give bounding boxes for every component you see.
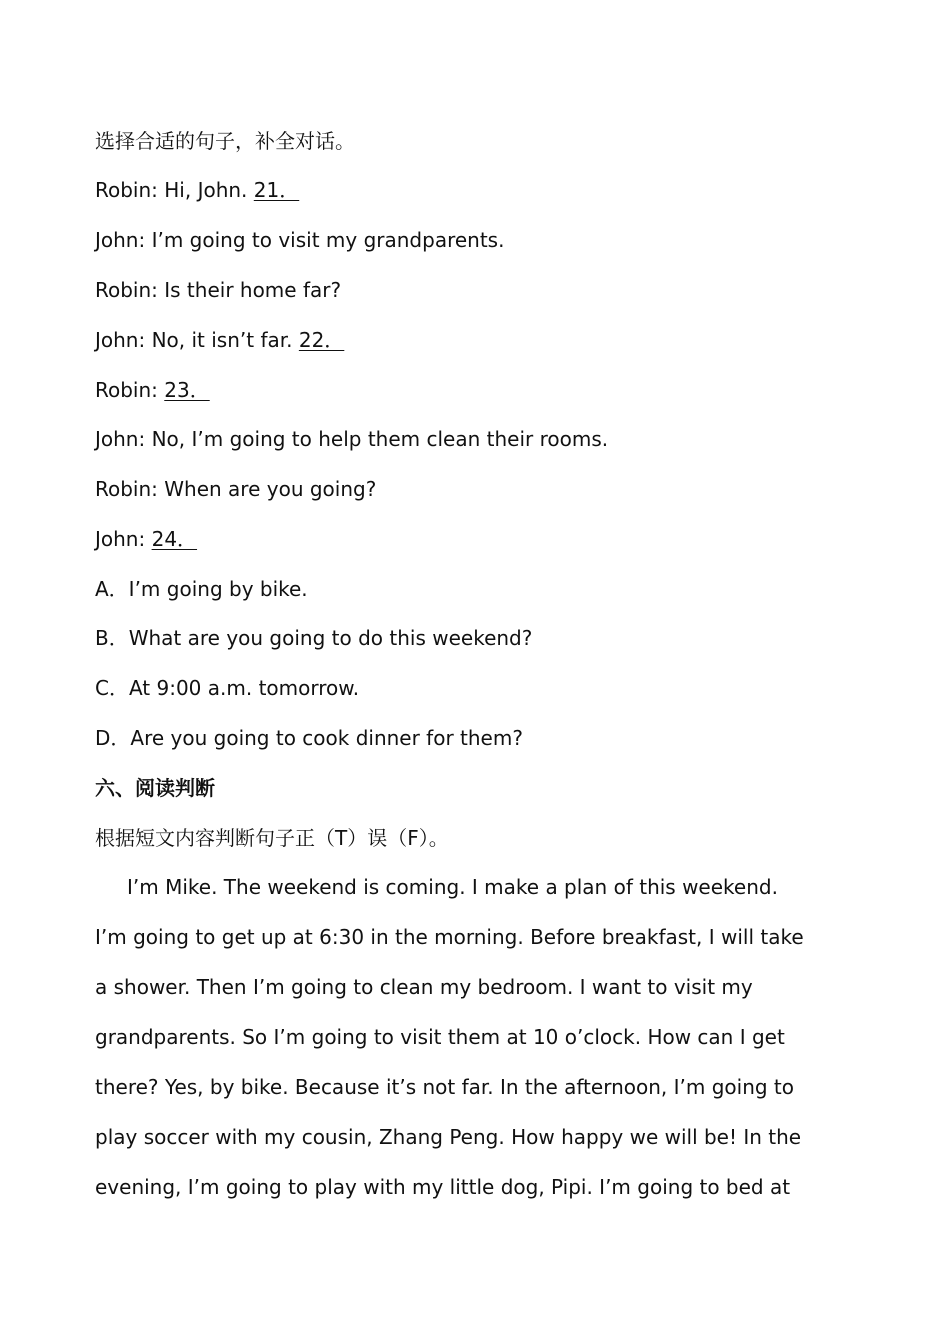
dialogue-line [95,376,224,404]
dialogue-text: Robin: When are you going? [95,477,377,501]
dialogue-text: Robin: [95,378,165,402]
reading-passage: I’m Mike. The weekend is coming. I make a plan of this weekend. I’m going to get up at 6:30 in the morning. Before breakfast, I will take a shower. Then I’m going to clean my bedroom. I want to visit my grandparents. So I’m going to visit them at 10 o’clock. How can I get there? Yes, by bike. Because it’s not far. In the afternoon, I’m going to play soccer with my cousin, Zhang Peng. How happy we will be! In the evening, I’m going to play with my little dog, Pipi. I’m going to bed at [95,875,804,1199]
reading-instruction: 根据短文内容判断句子正（T）误（F）。 [95,826,449,850]
dialogue-text: Robin: Hi, John. [95,178,254,202]
section-heading: 六、阅读判断 [95,776,215,800]
dialogue-text: John: No, I’m going to help them clean their rooms. [95,427,609,451]
option-a: A．I’m going by bike. [95,577,308,601]
dialogue-line [95,326,358,354]
option-c: C．At 9:00 a.m. tomorrow. [95,676,360,700]
dialogue-line [95,276,341,304]
answer-blank-23[interactable]: 23． [164,378,210,402]
dialogue-line [95,176,313,204]
dialogue-text: Robin: Is their home far? [95,278,342,302]
answer-blank-24[interactable]: 24． [151,527,198,551]
dialogue-line [95,226,504,254]
dialogue-text: John: [95,527,152,551]
dialogue-line [95,475,376,503]
answer-blank-22[interactable]: 22． [298,328,345,352]
dialogue-line [95,525,211,553]
answer-blank-21[interactable]: 21． [253,178,300,202]
dialogue-text: John: I’m going to visit my grandparents. [95,228,505,252]
option-b: B．What are you going to do this weekend? [95,626,533,650]
option-d: D．Are you going to cook dinner for them? [95,726,523,750]
dialogue-text: John: No, it isn’t far. [95,328,299,352]
dialogue-line [95,425,608,453]
dialogue-instruction: 选择合适的句子，补全对话。 [95,129,355,153]
